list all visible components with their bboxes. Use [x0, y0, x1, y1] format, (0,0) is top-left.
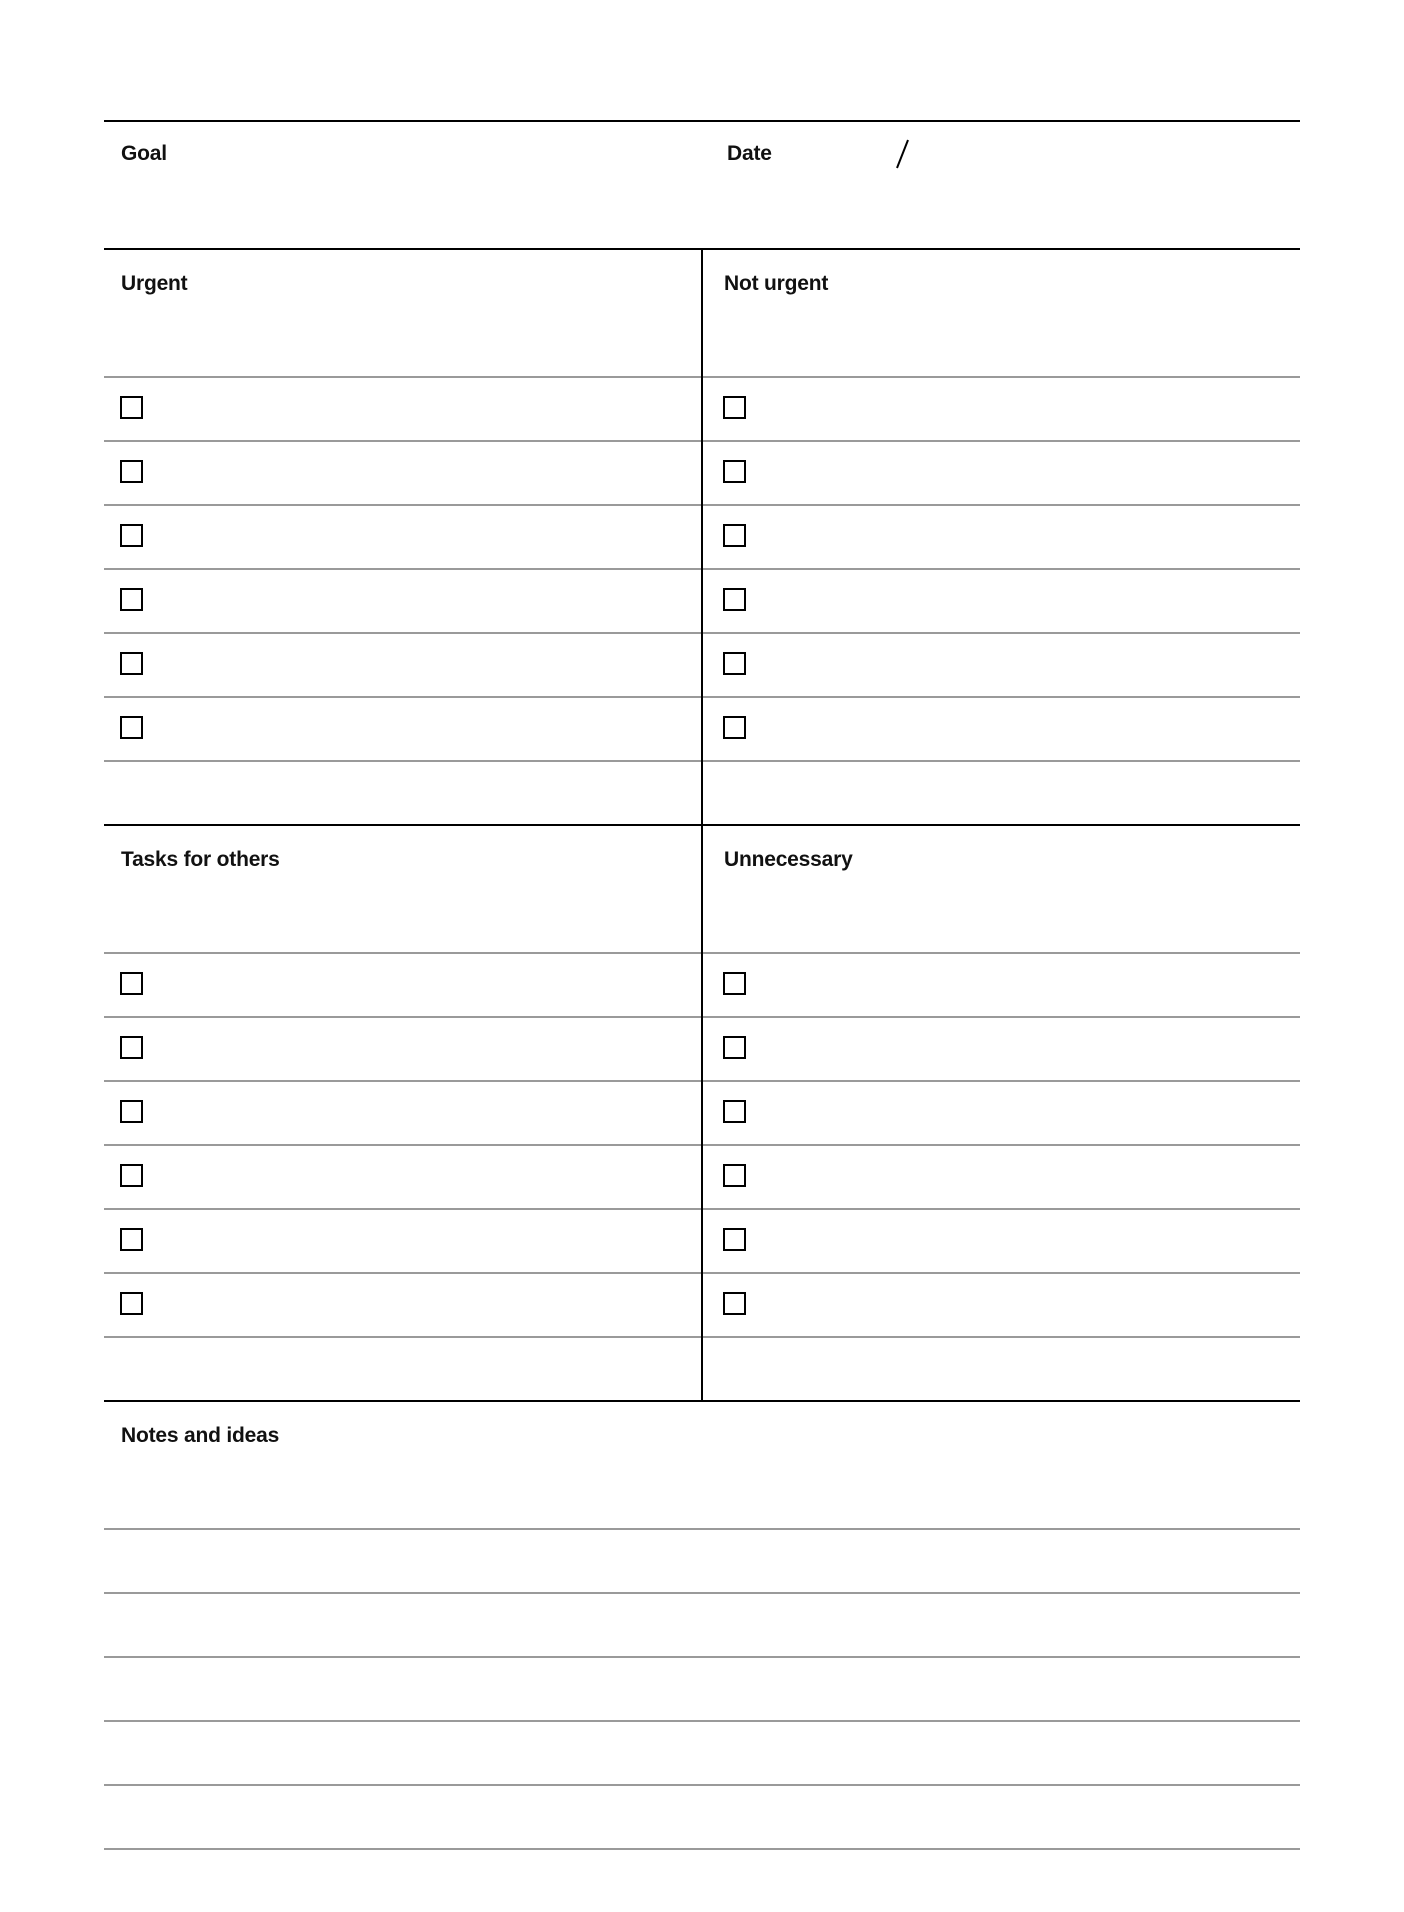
task-row[interactable] [104, 632, 701, 696]
notes-line[interactable] [104, 1720, 1300, 1784]
blank-row[interactable] [104, 1336, 701, 1400]
notes-line[interactable] [104, 1656, 1300, 1720]
quadrant-unnecessary [701, 826, 1300, 1400]
task-checkbox[interactable] [723, 460, 746, 483]
quadrant-section-top [104, 250, 1300, 824]
notes-section [104, 1402, 1300, 1912]
task-checkbox[interactable] [120, 396, 143, 419]
notes-title: Notes and ideas [121, 1424, 280, 1447]
quadrant-not-urgent [701, 250, 1300, 824]
notes-line[interactable] [104, 1848, 1300, 1912]
task-row[interactable] [104, 1080, 701, 1144]
task-row[interactable] [104, 1144, 701, 1208]
task-row[interactable] [703, 440, 1300, 504]
task-row[interactable] [104, 1208, 701, 1272]
task-checkbox[interactable] [723, 716, 746, 739]
task-checkbox[interactable] [723, 1036, 746, 1059]
quadrant-section-bottom [104, 826, 1300, 1400]
task-checkbox[interactable] [723, 652, 746, 675]
notes-header [104, 1402, 1300, 1528]
task-row[interactable] [703, 696, 1300, 760]
task-checkbox[interactable] [723, 1292, 746, 1315]
date-separator-slash-icon [896, 139, 910, 169]
task-row[interactable] [703, 1272, 1300, 1336]
quadrant-title: Tasks for others [121, 848, 280, 871]
task-row[interactable] [703, 632, 1300, 696]
notes-line[interactable] [104, 1592, 1300, 1656]
task-row[interactable] [104, 1272, 701, 1336]
quadrant-title: Unnecessary [724, 848, 853, 871]
quadrant-header [703, 250, 1300, 376]
task-checkbox[interactable] [120, 652, 143, 675]
task-checkbox[interactable] [723, 588, 746, 611]
task-row[interactable] [703, 1144, 1300, 1208]
task-row[interactable] [104, 696, 701, 760]
task-row[interactable] [703, 1016, 1300, 1080]
task-row[interactable] [703, 504, 1300, 568]
task-checkbox[interactable] [723, 396, 746, 419]
task-checkbox[interactable] [120, 972, 143, 995]
task-checkbox[interactable] [120, 1228, 143, 1251]
quadrant-header [104, 826, 701, 952]
task-row[interactable] [703, 952, 1300, 1016]
task-checkbox[interactable] [120, 716, 143, 739]
task-row[interactable] [703, 376, 1300, 440]
quadrant-title: Urgent [121, 272, 188, 295]
task-checkbox[interactable] [120, 588, 143, 611]
notes-line[interactable] [104, 1784, 1300, 1848]
task-checkbox[interactable] [723, 972, 746, 995]
task-checkbox[interactable] [120, 1100, 143, 1123]
planner-page [104, 120, 1300, 1912]
task-row[interactable] [104, 504, 701, 568]
task-row[interactable] [104, 568, 701, 632]
task-checkbox[interactable] [723, 1100, 746, 1123]
date-label: Date [727, 142, 772, 165]
notes-line[interactable] [104, 1528, 1300, 1592]
task-row[interactable] [703, 568, 1300, 632]
task-row[interactable] [703, 1208, 1300, 1272]
quadrant-header [703, 826, 1300, 952]
quadrant-header [104, 250, 701, 376]
task-checkbox[interactable] [120, 1036, 143, 1059]
goal-date-header [104, 122, 1300, 248]
task-checkbox[interactable] [120, 460, 143, 483]
quadrant-tasks-for-others [104, 826, 701, 1400]
task-row[interactable] [104, 376, 701, 440]
task-row[interactable] [703, 1080, 1300, 1144]
task-checkbox[interactable] [120, 1292, 143, 1315]
task-row[interactable] [104, 952, 701, 1016]
task-checkbox[interactable] [723, 1228, 746, 1251]
task-checkbox[interactable] [723, 1164, 746, 1187]
goal-label: Goal [121, 142, 167, 165]
blank-row[interactable] [703, 1336, 1300, 1400]
task-checkbox[interactable] [120, 524, 143, 547]
task-checkbox[interactable] [120, 1164, 143, 1187]
blank-row[interactable] [703, 760, 1300, 824]
quadrant-urgent [104, 250, 701, 824]
task-checkbox[interactable] [723, 524, 746, 547]
task-row[interactable] [104, 440, 701, 504]
task-row[interactable] [104, 1016, 701, 1080]
blank-row[interactable] [104, 760, 701, 824]
quadrant-title: Not urgent [724, 272, 829, 295]
